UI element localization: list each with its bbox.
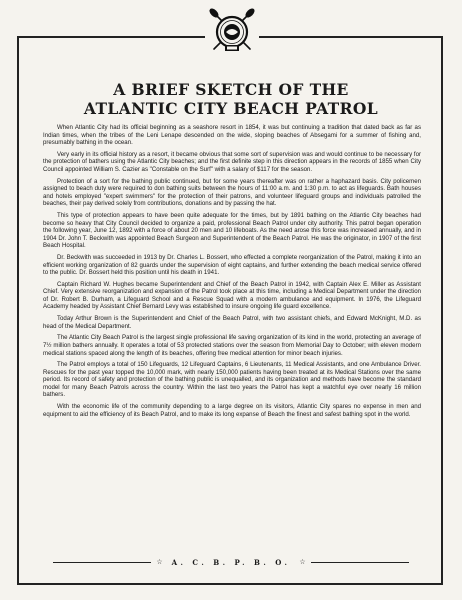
- paragraph: Dr. Beckwith was succeeded in 1913 by Dr. Charles L. Bossert, who effected a complete reorganization of the Patrol, making it into an efficient working organization of 82 guards under the supervision of eight captains, and further extending the beach medical service offered to the public. Dr. Bossert held this position until his death in 1941.: [43, 253, 421, 277]
- footer-motto-bar: [20, 556, 442, 568]
- paragraph: Very early in its official history as a resort, it became obvious that some sort of supervision was and would continue to be necessary for the protection of bathers using the Atlantic City beaches; and the first definite step in this direction appears in the records of 1855 when City Council appointed William S. Cazier as "Constable on the Surf" with a salary of $117 for the season.: [43, 150, 421, 173]
- beach-patrol-seal-icon: [205, 4, 259, 58]
- paragraph: Today Arthur Brown is the Superintendent and Chief of the Beach Patrol, with two assistant chiefs, and Edward McKnight, M.D. as head of the Medical Department.: [43, 315, 421, 330]
- paragraph: The Patrol employs a total of 150 Lifeguards, 12 Lifeguard Captains, 6 Lieutenants, 11 Medical Assistants, and one Ambulance Driver. Rescues for the past year topped the 10,000 mark, with nearly 150,000 patients having been treated at its Medical Stations over the same period. Its record of safety and protection of the bathing public is unequalled, and its organization and methods have become the standard model for many Beach Patrols across the country. Within the last two years the Patrol has kept a watchful eye over nearly 16 million bathers.: [43, 361, 421, 399]
- document-title: [20, 80, 442, 118]
- paragraph: Captain Richard W. Hughes became Superintendent and Chief of the Beach Patrol in 1942, with Captain Alex E. Miller as Assistant Chief. Very extensive reorganization and expansion of the Patrol took place at this time, including a Medical Department under the direction of Dr. Robert B. Durham, a Lifeguard School and a Rescue Squad with a modern ambulance and equipment. In 1976, the Lifeguard Academy headed by Assistant Chief Bernard Levy was established to insure ongoing life guard excellence.: [43, 280, 421, 311]
- paragraph: This type of protection appears to have been quite adequate for the times, but by 1891 bathing on the Atlantic City beaches had become so heavy that City Council decided to organize a paid, professional Beach Patrol under city authority. This patrol began operation the following year, June 12, 1892 with a force of about 20 men and 10 lifeboats. As the need arose this force was increased annually, and in 1904 Dr. John T. Beckwith was appointed Beach Surgeon and Superintendent of the Beach Patrol. He was the originator, in 1907 of the first Beach Hospital.: [43, 212, 421, 250]
- paragraph: The Atlantic City Beach Patrol is the largest single professional life saving organization of its kind in the world, protecting an average of 7½ million bathers annually. It operates a total of 53 protected stations over the season from Memorial Day to October; with eleven modern medical stations spaced along the length of its beaches, offering free medical attention for minor beach injuries.: [43, 334, 421, 357]
- star-icon: ☆: [299, 558, 306, 566]
- star-icon: ☆: [156, 558, 163, 566]
- paragraph: Protection of a sort for the bathing public continued, but for some years thereafter was on rather a haphazard basis. City policemen assigned to beach duty were required to don bathing suits between the hours of 11:00 a.m. and 1:30 p.m. to act as lifeguards. Bath houses and hotels employed "expert swimmers" for the protection of their patrons, and volunteer lifeguard groups and individuals patrolled the beaches, their pay derived solely from contributions, donations and by passing the hat.: [43, 177, 421, 208]
- title-line-1: A BRIEF SKETCH OF THE: [113, 80, 349, 99]
- title-line-2: ATLANTIC CITY BEACH PATROL: [83, 99, 379, 118]
- document-body: [43, 124, 421, 422]
- footer-motto: A. C. B. P. B. O.: [171, 557, 291, 567]
- paragraph: When Atlantic City had its official beginning as a seashore resort in 1854, it was but continuing a tradition that dated back as far as Indian times, when the tribes of the Leni Lenape descended on the wide, sloping beaches of Absegami for a summer of fishing and, presumably bathing in the ocean.: [43, 124, 421, 147]
- footer-rule-left: [53, 562, 151, 563]
- paragraph: With the economic life of the community depending to a large degree on its visitors, Atlantic City spares no expense in men and equipment to aid the efficiency of its Beach Patrol, and to make its long expanse of Beach the finest and safest bathing spot in the world.: [43, 403, 421, 418]
- footer-rule-right: [311, 562, 409, 563]
